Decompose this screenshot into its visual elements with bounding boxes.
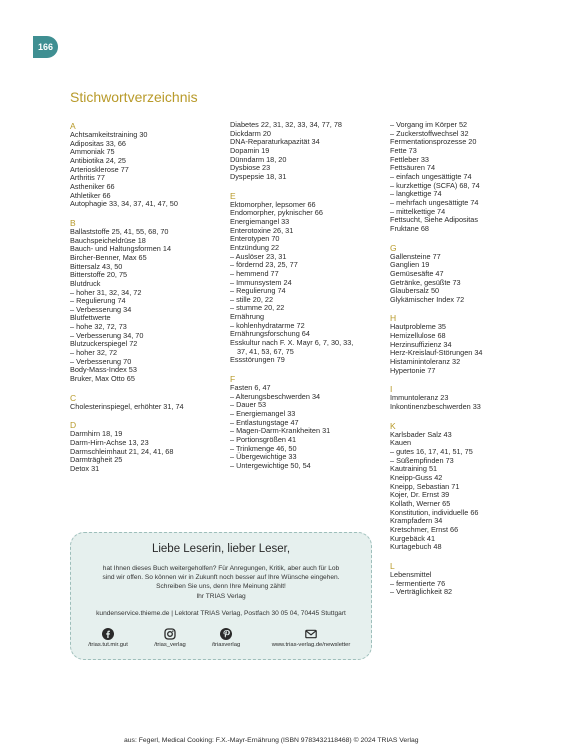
- section-gap: [390, 304, 520, 313]
- index-entry: Detox 31: [70, 464, 100, 473]
- index-entry: Blutfettwerte: [70, 313, 111, 323]
- index-entry: Dopamin 19: [230, 145, 270, 155]
- section-gap: [390, 552, 520, 561]
- index-entry: – Verbesserung 34: [70, 304, 132, 314]
- index-entry: Ballaststoffe 25, 41, 55, 68, 70: [70, 226, 169, 236]
- index-entry: Karlsbader Salz 43: [390, 429, 452, 439]
- index-letter-heading: D: [70, 420, 77, 431]
- feedback-signature: Ihr TRIAS Verlag: [196, 593, 246, 600]
- index-entry: – Verbesserung 34, 70: [70, 330, 144, 340]
- facebook-link[interactable]: [78, 628, 138, 648]
- index-entry: – Magen-Darm-Krankheiten 31: [230, 426, 331, 436]
- index-entry: Essstörungen 79: [230, 355, 285, 365]
- index-entry: Fruktane 68: [390, 223, 429, 233]
- index-entry: Hautprobleme 35: [390, 322, 446, 332]
- feedback-text-line: Schreiben Sie uns, denn Ihre Meinung zählt!: [156, 583, 286, 590]
- index-entry: Glaubersalz 50: [390, 286, 440, 296]
- section-gap: [390, 375, 520, 384]
- facebook-icon: [102, 628, 114, 640]
- index-entry: – Auslöser 23, 31: [230, 251, 287, 261]
- index-entry: – Immunsystem 24: [230, 277, 292, 287]
- index-entry: – Alterungsbeschwerden 34: [230, 391, 321, 401]
- index-entry: Darmhirn 18, 19: [70, 429, 123, 439]
- index-entry: Hemizellulose 68: [390, 331, 446, 341]
- section-gap: [70, 209, 220, 218]
- feedback-heading: Liebe Leserin, lieber Leser,: [151, 543, 291, 555]
- index-entry: – Energiemangel 33: [230, 409, 296, 419]
- index-entry: Kurgebäck 41: [390, 533, 436, 543]
- index-entry: – fermentierte 76: [390, 578, 446, 588]
- index-entry: – Vorgang im Körper 52: [390, 120, 468, 129]
- index-letter-heading: K: [390, 420, 396, 431]
- index-entry: – Dauer 53: [230, 400, 267, 410]
- index-entry: Energiemangel 33: [230, 216, 290, 226]
- feedback-text-line: hat Ihnen dieses Buch weitergeholfen? Für Anregungen, Kritik, aber auch für Lob: [102, 565, 340, 572]
- index-column-3: [390, 121, 520, 597]
- index-entry: Dickdarm 20: [230, 128, 271, 138]
- index-entry: Enterotypen 70: [230, 234, 280, 244]
- index-entry: Blutdruck: [70, 278, 101, 288]
- index-entry: Endomorpher, pyknischer 66: [230, 208, 323, 218]
- index-entry: Darmschleimhaut 21, 24, 41, 68: [70, 446, 174, 456]
- index-entry: Immuntoleranz 23: [390, 393, 449, 403]
- index-entry: – hohe 32, 72, 73: [70, 322, 127, 332]
- index-column-2: [230, 121, 380, 471]
- index-entry: Entzündung 22: [230, 242, 280, 252]
- index-entry: Kauen: [390, 438, 412, 448]
- index-entry: Herzinsuffizienz 34: [390, 339, 452, 349]
- index-entry: Gemüsesäfte 47: [390, 268, 444, 278]
- index-entry: – kurzkettige (SCFA) 68, 74: [390, 180, 480, 190]
- index-letter-heading: A: [70, 121, 76, 131]
- index-entry: – hemmend 77: [230, 268, 279, 278]
- index-column-1: [70, 121, 220, 474]
- feedback-address: kundenservice.thieme.de | Lektorat TRIAS Verlag, Postfach 30 05 04, 70445 Stuttgart: [96, 610, 346, 617]
- section-gap: [230, 182, 380, 191]
- index-letter-heading: E: [230, 190, 236, 201]
- index-entry: – mehrfach ungesättigte 74: [390, 197, 479, 207]
- index-entry: Adipositas 33, 66: [70, 138, 126, 148]
- section-gap: [390, 234, 520, 243]
- section-gap: [70, 411, 220, 420]
- index-entry: – fördernd 23, 25, 77: [230, 260, 298, 270]
- index-entry: Ganglien 19: [390, 260, 430, 270]
- index-entry: – stumme 20, 22: [230, 303, 285, 313]
- index-entry: Dünndarm 18, 20: [230, 154, 287, 164]
- index-entry: Bitterstoffe 20, 75: [70, 270, 128, 280]
- index-entry: Kojer, Dr. Ernst 39: [390, 490, 450, 500]
- index-entry: Hypertonie 77: [390, 365, 436, 375]
- index-entry: Blutzuckerspiegel 72: [70, 339, 138, 349]
- index-entry: Bruker, Max Otto 65: [70, 374, 135, 384]
- index-entry: Bittersalz 43, 50: [70, 261, 123, 271]
- index-entry: – kohlenhydratarme 72: [230, 320, 305, 330]
- index-entry: – mittelkettige 74: [390, 206, 446, 216]
- index-entry: – Entlastungstage 47: [230, 417, 299, 427]
- index-letter-heading: L: [390, 560, 395, 571]
- index-entry: Glykämischer Index 72: [390, 294, 465, 304]
- page-title: Stichwortverzeichnis: [70, 89, 198, 105]
- section-gap: [390, 412, 520, 421]
- index-entry: – langkettige 74: [390, 189, 442, 199]
- index-entry: Astheniker 66: [70, 181, 115, 191]
- index-letter-heading: G: [390, 242, 397, 253]
- instagram-link[interactable]: [140, 628, 200, 648]
- index-entry: Fette 73: [390, 145, 417, 155]
- pinterest-icon: [220, 628, 232, 640]
- source-footer: aus: Fegerl, Medical Cooking: F.X.-Mayr-Ernährung (ISBN 9783432118468) © 2024 TRIAS Verlag: [124, 737, 419, 744]
- index-entry: Antibiotika 24, 25: [70, 155, 126, 165]
- index-entry: Esskultur nach F. X. Mayr 6, 7, 30, 33,: [230, 338, 354, 348]
- index-entry: Kneipp-Guss 42: [390, 473, 443, 482]
- index-entry: Ammoniak 75: [70, 147, 115, 157]
- index-entry: Gallensteine 77: [390, 251, 441, 261]
- index-entry: – hoher 32, 72: [70, 348, 118, 358]
- index-entry: Fasten 6, 47: [230, 383, 271, 393]
- index-entry: – Regulierung 74: [230, 286, 286, 296]
- index-entry: Cholesterinspiegel, erhöhter 31, 74: [70, 401, 184, 411]
- index-entry: – Zuckerstoffwechsel 32: [390, 128, 469, 138]
- index-entry: Kautraining 51: [390, 464, 438, 474]
- index-entry: – stille 20, 22: [230, 294, 273, 304]
- index-entry: Fettleber 33: [390, 154, 429, 164]
- mail-icon: [305, 628, 317, 640]
- index-entry: Diabetes 22, 31, 32, 33, 34, 77, 78: [230, 120, 342, 129]
- index-entry: – gutes 16, 17, 41, 51, 75: [390, 447, 473, 457]
- index-entry: Athletiker 66: [70, 190, 111, 200]
- index-letter-heading: H: [390, 313, 397, 324]
- index-entry: Fettsucht, Siehe Adipositas: [390, 215, 479, 225]
- index-entry: Enterotoxine 26, 31: [230, 225, 294, 235]
- index-entry-continuation: 37, 41, 53, 67, 75: [237, 346, 294, 356]
- newsletter-label: www.trias-verlag.de/newsletter: [271, 642, 351, 648]
- index-entry: Getränke, gesüßte 73: [390, 277, 461, 287]
- section-gap: [70, 384, 220, 393]
- index-entry: Ektomorpher, lepsomer 66: [230, 199, 316, 209]
- index-entry: – Übergewichtige 33: [230, 452, 297, 462]
- index-entry: Dyspepsie 18, 31: [230, 171, 287, 181]
- index-entry: Inkontinenzbeschwerden 33: [390, 402, 481, 412]
- index-entry: Krampfadern 34: [390, 516, 443, 526]
- index-entry: – Untergewichtige 50, 54: [230, 460, 311, 470]
- instagram-icon: [164, 628, 176, 640]
- facebook-label: /trias.tut.mir.gut: [88, 642, 128, 648]
- index-entry: – Süßempfinden 73: [390, 455, 454, 465]
- index-letter-heading: B: [70, 217, 76, 228]
- index-entry: Body-Mass-Index 53: [70, 365, 137, 375]
- newsletter-link[interactable]: [255, 628, 367, 648]
- index-entry: Achtsamkeitstraining 30: [70, 130, 148, 139]
- index-entry: Bauchspeicheldrüse 18: [70, 235, 146, 245]
- instagram-label: /trias_verlag: [154, 642, 186, 648]
- index-entry: – Trinkmenge 46, 50: [230, 443, 297, 453]
- feedback-text-line: sind wir offen. So können wir in Zukunft noch besser auf Ihre Wünsche eingehen.: [102, 574, 340, 581]
- index-entry: Ernährung: [230, 312, 265, 322]
- section-gap: [230, 365, 380, 374]
- index-entry: Kneipp, Sebastian 71: [390, 481, 460, 491]
- index-entry: Kollath, Werner 65: [390, 498, 451, 508]
- index-entry: Herz-Kreislauf-Störungen 34: [390, 348, 483, 358]
- index-entry: Lebensmittel: [390, 569, 432, 579]
- index-entry: Fettsäuren 74: [390, 163, 436, 173]
- index-entry: Arteriosklerose 77: [70, 164, 129, 174]
- index-entry: DNA-Reparaturkapazität 34: [230, 137, 320, 147]
- index-entry: Darmträgheit 25: [70, 455, 123, 465]
- index-entry: – Regulierung 74: [70, 296, 126, 306]
- index-entry: Kurtagebuch 48: [390, 542, 442, 552]
- index-entry: Histaminintoleranz 32: [390, 357, 461, 367]
- index-letter-heading: I: [390, 384, 393, 395]
- index-entry: Kretschmer, Ernst 66: [390, 524, 459, 534]
- index-entry: Konstitution, individuelle 66: [390, 507, 479, 517]
- index-entry: – Portionsgrößen 41: [230, 435, 297, 444]
- page-number-badge: 166: [33, 36, 58, 58]
- feedback-text: [79, 564, 363, 591]
- index-entry: – Verbesserung 70: [70, 356, 132, 366]
- index-letter-heading: C: [70, 392, 77, 403]
- index-entry: – einfach ungesättigte 74: [390, 171, 472, 181]
- index-entry: Bircher-Benner, Max 65: [70, 252, 147, 262]
- index-entry: Dysbiose 23: [230, 163, 271, 173]
- index-entry: Ernährungsforschung 64: [230, 329, 310, 339]
- pinterest-link[interactable]: [196, 628, 256, 648]
- index-entry: – hoher 31, 32, 34, 72: [70, 287, 142, 297]
- index-entry: Darm-Hirn-Achse 13, 23: [70, 438, 149, 448]
- index-entry: Autophagie 33, 34, 37, 41, 47, 50: [70, 199, 178, 209]
- index-letter-heading: F: [230, 374, 236, 385]
- index-entry: Arthritis 77: [70, 173, 105, 183]
- feedback-box: [70, 532, 372, 660]
- index-entry: Fermentationsprozesse 20: [390, 137, 477, 147]
- index-entry: – Verträglichkeit 82: [390, 587, 453, 597]
- pinterest-label: /triasverlag: [211, 642, 241, 648]
- index-entry: Bauch- und Haltungsformen 14: [70, 244, 172, 254]
